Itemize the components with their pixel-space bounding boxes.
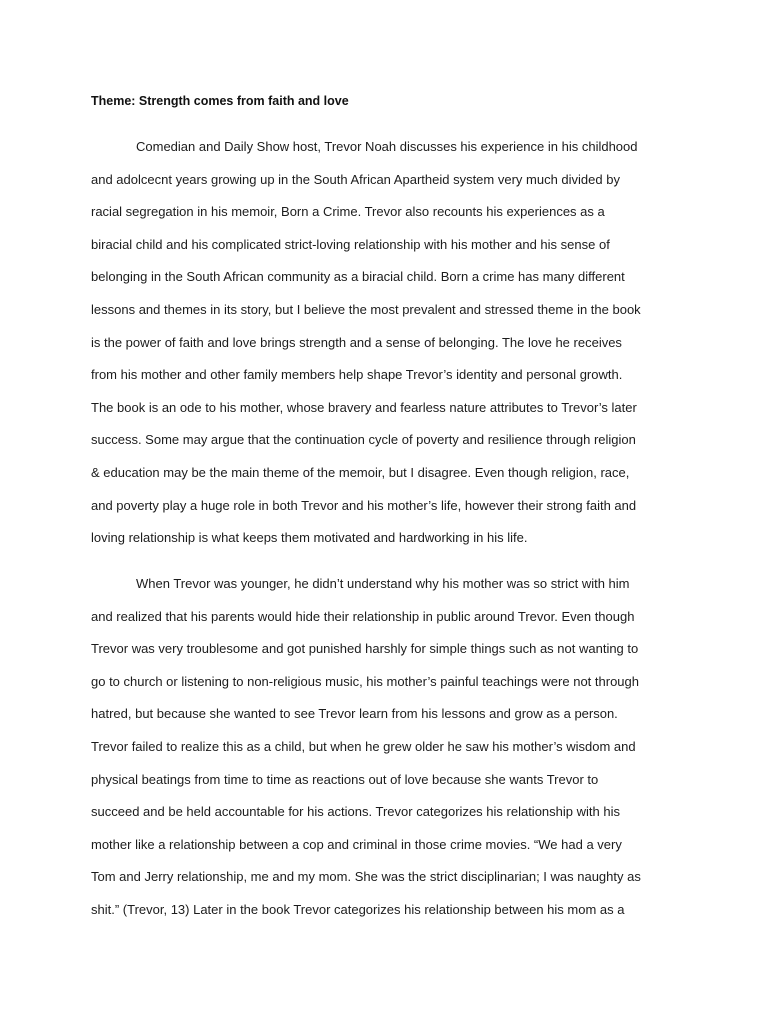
text-line: lessons and themes in its story, but I believe the most prevalent and stressed theme in the book xyxy=(91,301,641,317)
text-line: Trevor was very troublesome and got punished harshly for simple things such as not wanting to xyxy=(91,641,639,657)
text-line: and poverty play a huge role in both Trevor and his mother’s life, however their strong faith and xyxy=(91,497,637,513)
text-line: & education may be the main theme of the memoir, but I disagree. Even though religion, race, xyxy=(91,464,630,480)
paragraph-2 xyxy=(91,575,691,934)
text-line: hatred, but because she wanted to see Trevor learn from his lessons and grow as a person. xyxy=(91,706,618,722)
text-line: success. Some may argue that the continuation cycle of poverty and resilience through religion xyxy=(91,432,636,448)
text-line: Tom and Jerry relationship, me and my mom. She was the strict disciplinarian; I was naughty as xyxy=(91,869,641,885)
text-line: and adolcecnt years growing up in the South African Apartheid system very much divided by xyxy=(91,171,620,187)
text-line: The book is an ode to his mother, whose bravery and fearless nature attributes to Trevor’s later xyxy=(91,399,637,415)
text-line: shit.” (Trevor, 13) Later in the book Trevor categorizes his relationship between his mom as a xyxy=(91,901,625,917)
text-line: succeed and be held accountable for his actions. Trevor categorizes his relationship with his xyxy=(91,804,620,820)
text-line: mother like a relationship between a cop and criminal in those crime movies. “We had a very xyxy=(91,836,622,852)
text-line: belonging in the South African community as a biracial child. Born a crime has many different xyxy=(91,269,625,285)
text-line: go to church or listening to non-religious music, his mother’s painful teachings were not through xyxy=(91,673,639,689)
text-line: from his mother and other family members help shape Trevor’s identity and personal growth. xyxy=(91,367,623,383)
text-line: loving relationship is what keeps them motivated and hardworking in his life. xyxy=(91,530,528,546)
text-line: biracial child and his complicated strict-loving relationship with his mother and his sense of xyxy=(91,236,610,252)
text-line: Trevor failed to realize this as a child, but when he grew older he saw his mother’s wisdom and xyxy=(91,738,636,754)
text-line: and realized that his parents would hide their relationship in public around Trevor. Even though xyxy=(91,608,635,624)
text-line: racial segregation in his memoir, Born a Crime. Trevor also recounts his experiences as a xyxy=(91,204,605,220)
text-line: physical beatings from time to time as reactions out of love because she wants Trevor to xyxy=(91,771,599,787)
paragraph-1 xyxy=(91,138,691,562)
text-line: is the power of faith and love brings strength and a sense of belonging. The love he receives xyxy=(91,334,622,350)
text-line: When Trevor was younger, he didn’t understand why his mother was so strict with him xyxy=(136,576,630,591)
text-line: Comedian and Daily Show host, Trevor Noah discusses his experience in his childhood xyxy=(136,139,638,154)
document-title: Theme: Strength comes from faith and love xyxy=(91,94,349,108)
